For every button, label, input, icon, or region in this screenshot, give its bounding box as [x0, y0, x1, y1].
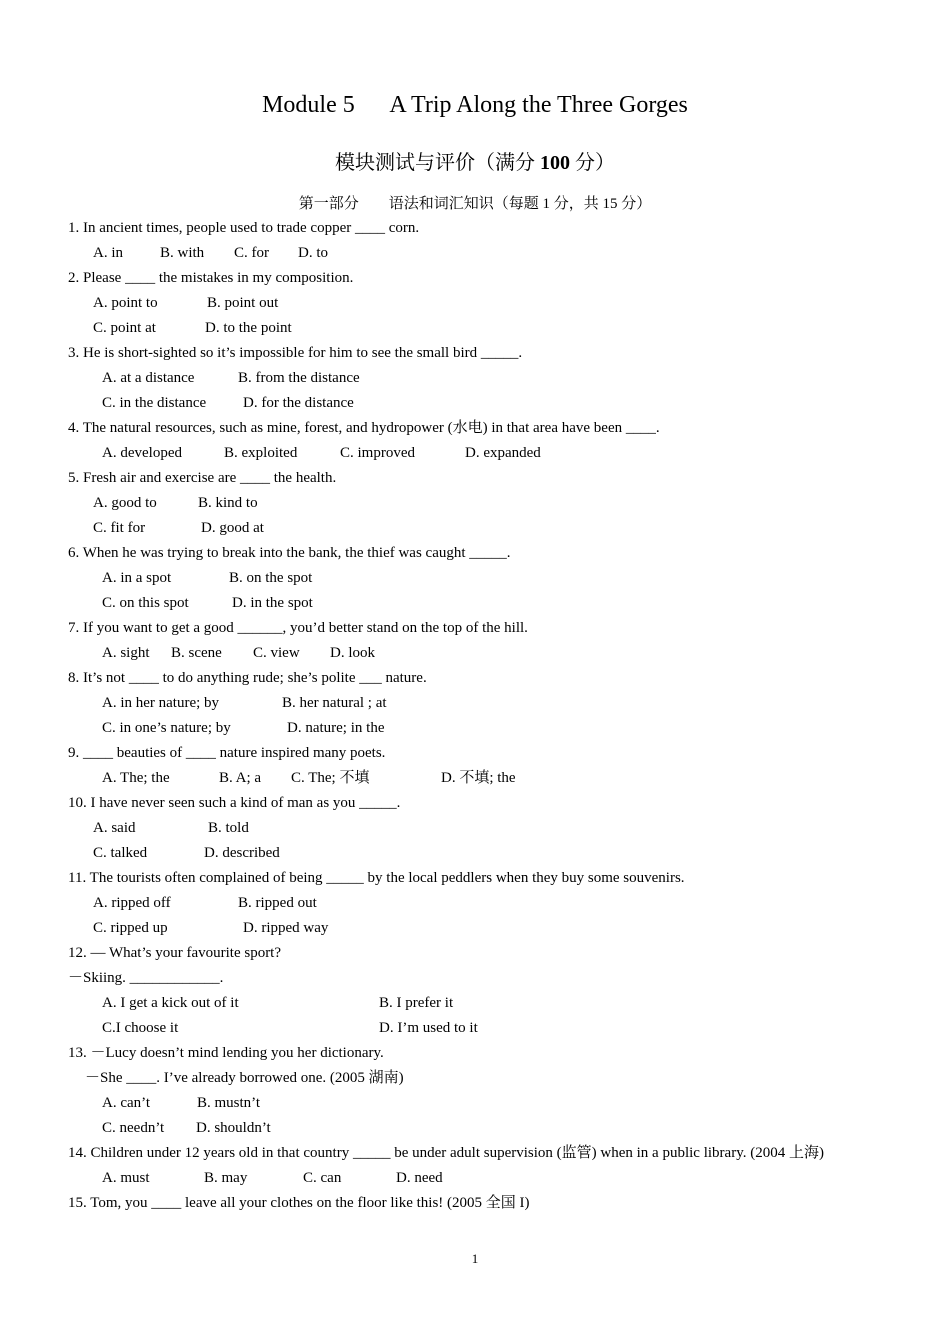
option: D. 不填; the	[441, 770, 516, 786]
option-row	[68, 291, 888, 316]
question-list	[68, 216, 888, 1216]
option: B. may	[204, 1170, 248, 1186]
option: A. ripped off	[93, 895, 171, 911]
option: B. mustn’t	[197, 1095, 261, 1111]
question-stem: 12. — What’s your favourite sport?	[68, 945, 282, 961]
option: A. at a distance	[102, 370, 195, 386]
option: D. I’m used to it	[379, 1020, 478, 1036]
option: C. ripped up	[93, 920, 168, 936]
option: D. look	[330, 645, 375, 661]
section-heading: 第一部分 语法和词汇知识（每题 1 分，共 15 分）	[298, 196, 652, 212]
option: D. expanded	[465, 445, 541, 461]
option: D. for the distance	[243, 395, 354, 411]
option: C. talked	[93, 845, 148, 861]
option: C. view	[253, 645, 300, 661]
question-stem: 7. If you want to get a good ______, you’d better stand on the top of the hill.	[68, 620, 528, 636]
option: A. point to	[93, 295, 158, 311]
question-stem: 15. Tom, you ____ leave all your clothes on the floor like this! (2005 全国 I)	[68, 1195, 530, 1211]
option-row	[68, 691, 888, 716]
option: C. in one’s nature; by	[102, 720, 231, 736]
option: D. good at	[201, 520, 264, 536]
option-row	[68, 316, 888, 341]
option: B. A; a	[219, 770, 262, 786]
option: A. The; the	[102, 770, 170, 786]
option: B. scene	[171, 645, 222, 661]
option-row	[68, 591, 888, 616]
option: B. ripped out	[238, 895, 317, 911]
page-title: Module 5 A Trip Along the Three Gorges	[262, 92, 688, 118]
page-subtitle: 模块测试与评价（满分 100 分）	[335, 152, 615, 174]
option: D. described	[204, 845, 280, 861]
option: C. can	[303, 1170, 342, 1186]
option: B. exploited	[224, 445, 298, 461]
option: C. improved	[340, 445, 415, 461]
question-stem: 3. He is short-sighted so it’s impossible for him to see the small bird _____.	[68, 345, 523, 361]
option: C. fit for	[93, 520, 146, 536]
option-row	[68, 1116, 888, 1141]
option-row	[68, 916, 888, 941]
option-row	[68, 991, 888, 1016]
option-row	[68, 1166, 888, 1191]
option: C. for	[234, 245, 269, 261]
option-row	[68, 491, 888, 516]
option: A. must	[102, 1170, 150, 1186]
option: A. developed	[102, 445, 182, 461]
question-stem: 14. Children under 12 years old in that country _____ be under adult supervision (监管) when in a public library. (2004 上海)	[68, 1145, 824, 1161]
question-stem: 4. The natural resources, such as mine, forest, and hydropower (水电) in that area have been ____.	[68, 420, 660, 436]
option: A. said	[93, 820, 136, 836]
option-row	[68, 441, 888, 466]
option-row	[68, 1091, 888, 1116]
option: A. in	[93, 245, 123, 261]
option-row	[68, 391, 888, 416]
option-row	[68, 891, 888, 916]
option-row	[68, 716, 888, 741]
option: C. in the distance	[102, 395, 207, 411]
option: D. shouldn’t	[196, 1120, 271, 1136]
option: A. I get a kick out of it	[102, 995, 239, 1011]
option: B. on the spot	[229, 570, 313, 586]
option-row	[68, 1016, 888, 1041]
option-row	[68, 816, 888, 841]
question-stem: 2. Please ____ the mistakes in my composition.	[68, 270, 354, 286]
option: D. nature; in the	[287, 720, 385, 736]
question-stem: 13. －Lucy doesn’t mind lending you her dictionary.	[68, 1045, 384, 1061]
option-row	[68, 366, 888, 391]
option: C. point at	[93, 320, 156, 336]
option: B. kind to	[198, 495, 258, 511]
question-stem: 9. ____ beauties of ____ nature inspired many poets.	[68, 745, 386, 761]
question-stem-reply: －She ____. I’ve already borrowed one. (2005 湖南)	[85, 1070, 404, 1086]
question-stem: 6. When he was trying to break into the bank, the thief was caught _____.	[68, 545, 511, 561]
option: D. to the point	[205, 320, 292, 336]
question-stem: 11. The tourists often complained of being _____ by the local peddlers when they buy some souvenirs.	[68, 870, 685, 886]
page-number: 1	[471, 1251, 479, 1266]
option: C. on this spot	[102, 595, 189, 611]
option: A. can’t	[102, 1095, 151, 1111]
option-row	[68, 841, 888, 866]
option: B. from the distance	[238, 370, 360, 386]
option: D. to	[298, 245, 328, 261]
question-stem-reply: －Skiing. ____________.	[68, 970, 224, 986]
option: B. her natural ; at	[282, 695, 387, 711]
option-row	[68, 566, 888, 591]
option: D. in the spot	[232, 595, 313, 611]
option: B. point out	[207, 295, 279, 311]
option: D. ripped way	[243, 920, 329, 936]
question-stem: 10. I have never seen such a kind of man as you _____.	[68, 795, 401, 811]
option: A. in a spot	[102, 570, 172, 586]
question-stem: 1. In ancient times, people used to trade copper ____ corn.	[68, 220, 420, 236]
option-row	[68, 516, 888, 541]
question-stem: 5. Fresh air and exercise are ____ the health.	[68, 470, 337, 486]
option: C. The; 不填	[291, 770, 370, 786]
option: D. need	[396, 1170, 443, 1186]
question-stem: 8. It’s not ____ to do anything rude; she’s polite ___ nature.	[68, 670, 427, 686]
option: C. needn’t	[102, 1120, 165, 1136]
option-row	[68, 641, 888, 666]
option: C.I choose it	[102, 1020, 179, 1036]
option: B. I prefer it	[379, 995, 454, 1011]
option-row	[68, 766, 888, 791]
option: B. with	[160, 245, 205, 261]
option: B. told	[208, 820, 249, 836]
option: A. sight	[102, 645, 150, 661]
option: A. good to	[93, 495, 157, 511]
option: A. in her nature; by	[102, 695, 220, 711]
option-row	[68, 241, 888, 266]
